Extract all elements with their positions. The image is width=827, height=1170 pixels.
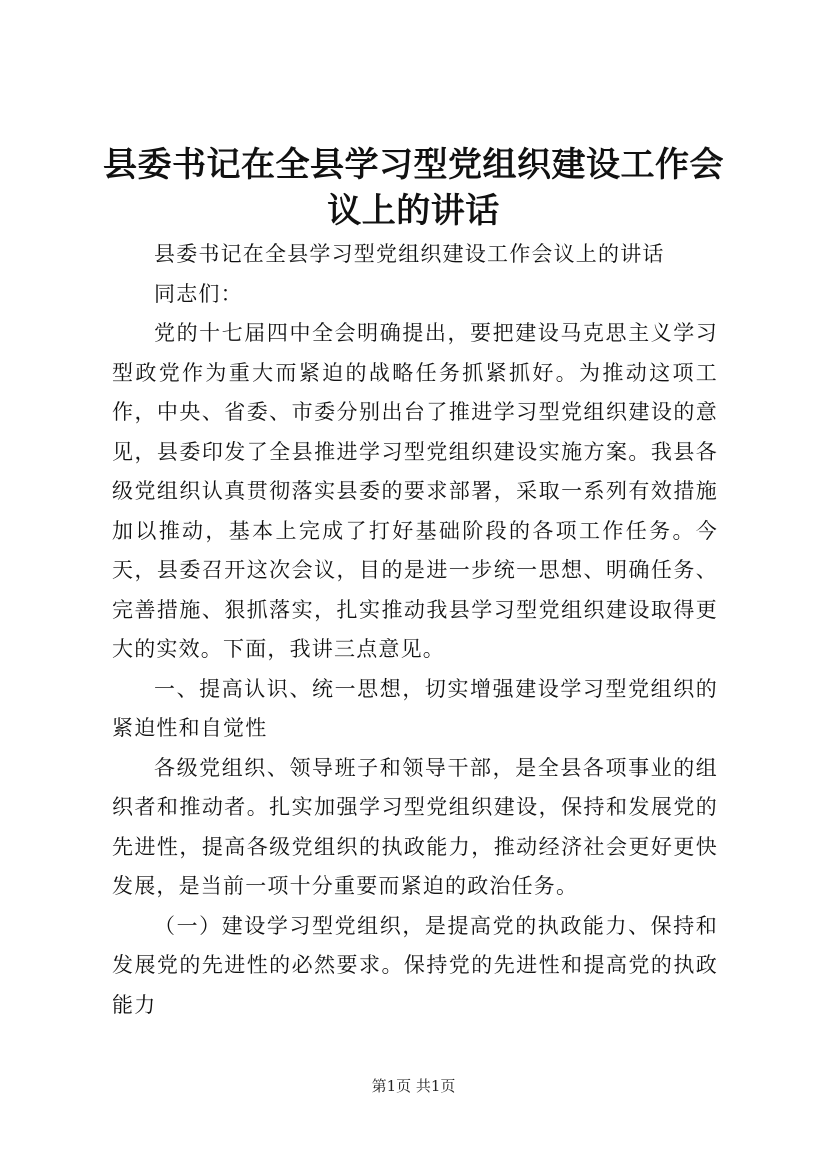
- document-title: 县委书记在全县学习型党组织建设工作会议上的讲话: [103, 145, 724, 231]
- section-1-paragraph: 各级党组织、领导班子和领导干部，是全县各项事业的组织者和推动者。扎实加强学习型党组织建设，保持和发展党的先进性，提高各级党组织的执政能力，推动经济社会更好更快发展，是当前一项十分重要而紧迫的政治任务。: [112, 755, 718, 898]
- document-body: [112, 235, 718, 1025]
- page-footer: 第1页 共1页: [371, 1077, 456, 1095]
- intro-paragraph: 党的十七届四中全会明确提出，要把建设马克思主义学习型政党作为重大而紧迫的战略任务抓紧抓好。为推动这项工作，中央、省委、市委分别出台了推进学习型党组织建设的意见，县委印发了全县推进学习型党组织建设实施方案。我县各级党组织认真贯彻落实县委的要求部署，采取一系列有效措施加以推动，基本上完成了打好基础阶段的各项工作任务。今天，县委召开这次会议，目的是进一步统一思想、明确任务、完善措施、狠抓落实，扎实推动我县学习型党组织建设取得更大的实效。下面，我讲三点意见。: [112, 321, 718, 661]
- subsection-1-paragraph: （一）建设学习型党组织，是提高党的执政能力、保持和发展党的先进性的必然要求。保持党的先进性和提高党的执政能力: [112, 913, 718, 1017]
- salutation-paragraph: 同志们：: [154, 281, 243, 306]
- subtitle-paragraph: 县委书记在全县学习型党组织建设工作会议上的讲话: [154, 242, 665, 266]
- section-heading-1: 一、提高认识、统一思想，切实增强建设学习型党组织的紧迫性和自觉性: [112, 676, 718, 740]
